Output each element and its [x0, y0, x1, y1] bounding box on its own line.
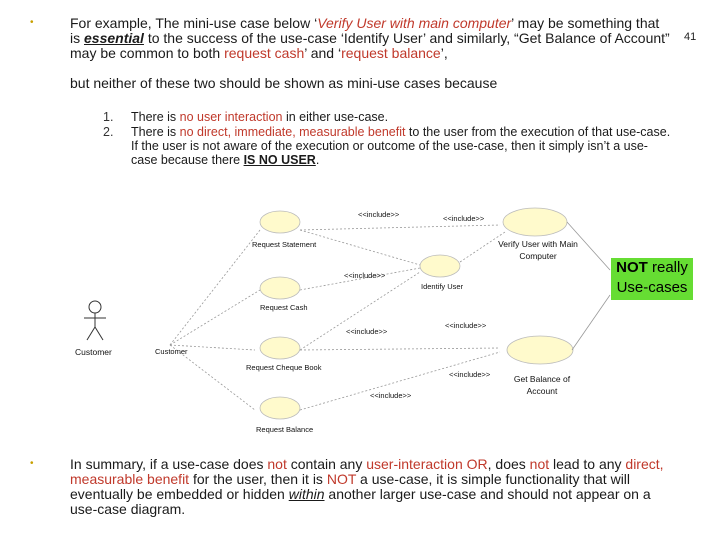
reason-text-e: . — [315, 153, 320, 167]
use-case-request-cheque-book — [260, 337, 300, 359]
label-identify-user: Identify User — [421, 282, 464, 291]
reason-number: 1. — [103, 110, 114, 124]
bullet-icon: • — [30, 17, 34, 28]
summary-within: within — [288, 486, 325, 502]
summary-11: a use-case, it is simple functionality that will eventually be embedded or hidden — [70, 471, 631, 502]
intro-verify-user: Verify User with main computer — [317, 15, 512, 31]
reason-text-c: to the user from the execution of that use-case. If the user is not aware of the execution or outcome of the use-case, then it simply isn’t a use-case because there — [131, 125, 671, 167]
intro-text-1: For example, The mini-use case below ‘ — [70, 15, 318, 31]
summary-5: , does — [487, 456, 530, 472]
summary-not-1: not — [267, 456, 287, 472]
label-request-statement: Request Statement — [252, 240, 317, 249]
but-line: but neither of these two should be shown as mini-use cases because — [70, 75, 498, 91]
include-label: <<include>> — [358, 210, 400, 219]
use-case-get-balance — [507, 336, 573, 364]
label-request-balance: Request Balance — [256, 425, 314, 434]
include-line — [300, 348, 500, 350]
summary-3: contain any — [286, 456, 367, 472]
include-line — [300, 225, 500, 230]
actor-figure — [84, 301, 106, 340]
summary-13: another larger use-case and should not appear on a use-case diagram. — [70, 486, 651, 517]
summary-not-3: NOT — [326, 471, 357, 487]
callout-use-cases: Use-cases — [616, 279, 688, 296]
reason-text-c: in either use-case. — [282, 110, 389, 124]
actor-label: Customer — [75, 347, 112, 357]
include-label: <<include>> — [443, 214, 485, 223]
reason-text-a: There is — [131, 125, 180, 139]
intro-text-9: ’, — [440, 45, 448, 61]
association-line — [170, 230, 260, 345]
use-case-request-statement — [260, 211, 300, 233]
customer-box-label: Customer — [155, 347, 188, 356]
include-label: <<include>> — [346, 327, 388, 336]
reason-highlight: no user interaction — [179, 110, 283, 124]
summary-paragraph — [70, 457, 670, 517]
use-case-request-balance — [260, 397, 300, 419]
include-label: <<include>> — [370, 391, 412, 400]
label-get-balance: Get Balance of Account — [513, 374, 571, 396]
bullet-icon: • — [30, 458, 34, 469]
use-case-verify-user — [503, 208, 567, 236]
callout-not: NOT — [616, 259, 648, 276]
include-line — [300, 352, 500, 410]
include-line — [300, 272, 420, 350]
summary-direct-benefit: direct, measurable benefit — [70, 456, 664, 487]
reason-highlight: no direct, immediate, measurable benefit — [179, 125, 406, 139]
include-label: <<include>> — [445, 321, 487, 330]
intro-request-cash: request cash — [224, 45, 305, 61]
actor-right-leg — [95, 327, 103, 340]
callout-really: really — [647, 259, 688, 276]
reason-no-user: IS NO USER — [243, 153, 316, 167]
use-case-request-cash — [260, 277, 300, 299]
not-use-cases-callout — [611, 258, 693, 300]
label-request-cheque-book: Request Cheque Book — [246, 363, 322, 372]
summary-9: for the user, then it is — [189, 471, 327, 487]
label-verify-user: Verify User with Main Computer — [498, 239, 578, 261]
include-line — [300, 230, 420, 265]
actor-head — [89, 301, 101, 313]
summary-user-interaction: user-interaction OR — [366, 456, 488, 472]
intro-text-7: ’ and ‘ — [304, 45, 342, 61]
summary-not-2: not — [529, 456, 550, 472]
association-lines — [170, 225, 505, 410]
reason-text-a: There is — [131, 110, 180, 124]
include-label: <<include>> — [449, 370, 491, 379]
use-case-identify-user — [420, 255, 460, 277]
summary-7: lead to any — [549, 456, 626, 472]
summary-1: In summary, if a use-case does — [70, 456, 268, 472]
actor-left-leg — [87, 327, 95, 340]
label-request-cash: Request Cash — [260, 303, 308, 312]
association-line — [170, 290, 260, 345]
intro-request-balance: request balance — [341, 45, 441, 61]
intro-text-3: ’ may be something that is — [70, 15, 660, 46]
intro-text-5: to the success of the use-case ‘Identify User’ and similarly, “Get Balance of Account” may be common to both — [70, 30, 670, 61]
include-label: <<include>> — [344, 271, 386, 280]
reason-number: 2. — [103, 125, 114, 139]
callout-pointer-line — [572, 295, 610, 350]
slide-number: 41 — [684, 31, 697, 43]
intro-essential: essential — [84, 30, 144, 46]
